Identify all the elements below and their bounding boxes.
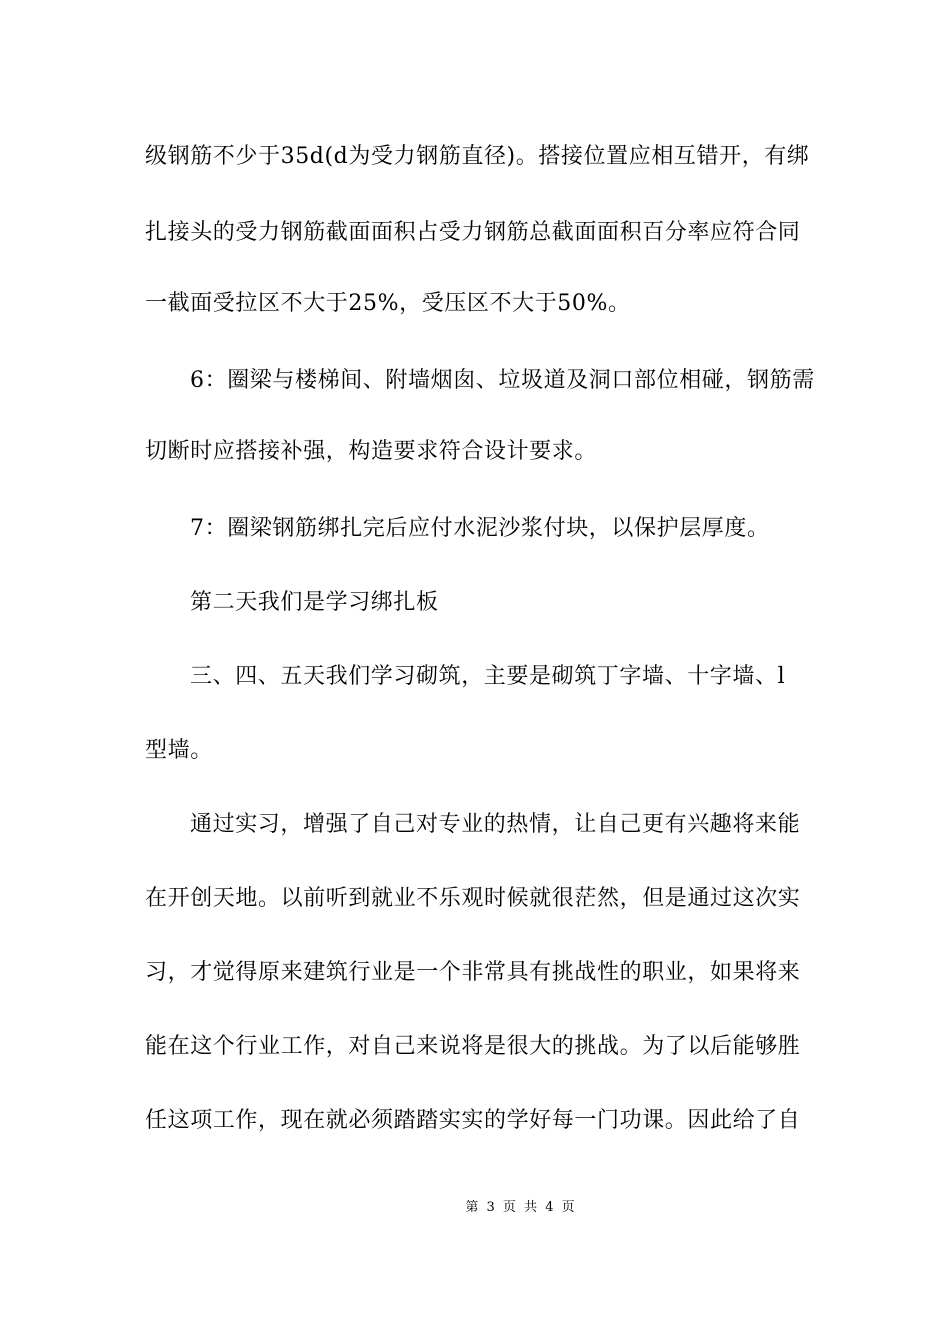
text-line: 切断时应搭接补强，构造要求符合设计要求。 (145, 439, 598, 464)
text-line: 级钢筋不少于35d(d为受力钢筋直径)。搭接位置应相互错开，有绑 (145, 144, 810, 169)
text-line: 三、四、五天我们学习砌筑，主要是砌筑丁字墙、十字墙、l (190, 664, 786, 689)
text-line: 型墙。 (145, 738, 213, 763)
text-line: 能在这个行业工作，对自己来说将是很大的挑战。为了以后能够胜 (145, 1034, 801, 1059)
page-number-footer: 第 3 页 共 4 页 (465, 1200, 575, 1215)
text-line: 习，才觉得原来建筑行业是一个非常具有挑战性的职业，如果将来 (145, 960, 801, 985)
text-line: 在开创天地。以前听到就业不乐观时候就很茫然，但是通过这次实 (145, 886, 801, 911)
text-line: 第二天我们是学习绑扎板 (190, 590, 439, 615)
text-line: 6：圈梁与楼梯间、附墙烟囱、垃圾道及洞口部位相碰，钢筋需 (190, 368, 815, 393)
text-line: 7：圈梁钢筋绑扎完后应付水泥沙浆付块，以保护层厚度。 (190, 516, 770, 541)
text-line: 一截面受拉区不大于25%，受压区不大于50%。 (145, 291, 631, 316)
text-line: 通过实习，增强了自己对专业的热情，让自己更有兴趣将来能 (190, 812, 801, 837)
text-line: 扎接头的受力钢筋截面面积占受力钢筋总截面面积百分率应符合同 (145, 220, 801, 245)
text-line: 任这项工作，现在就必须踏踏实实的学好每一门功课。因此给了自 (145, 1108, 801, 1133)
